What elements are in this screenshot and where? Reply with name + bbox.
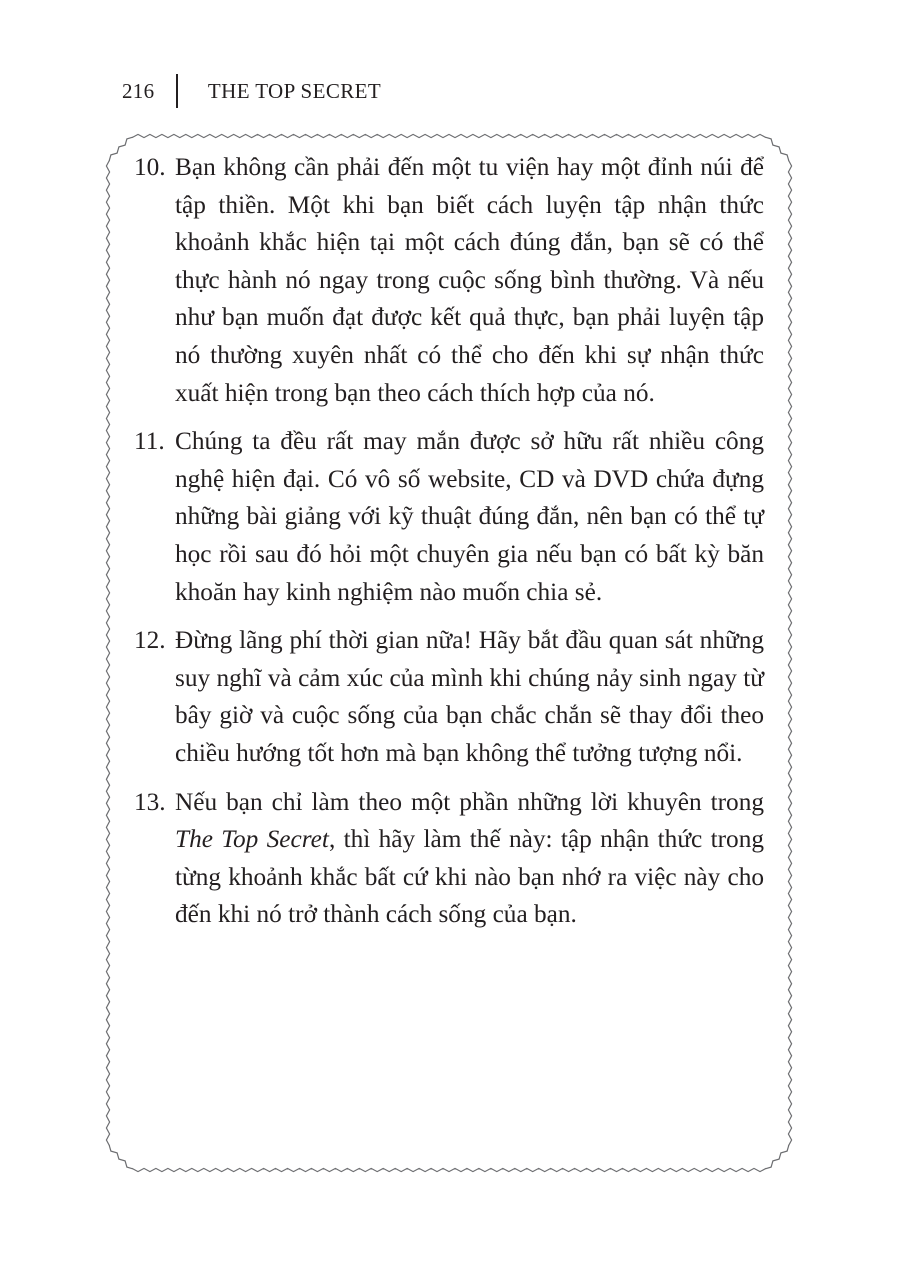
running-title: THE TOP SECRET [207,78,382,103]
item-number: 12. [134,626,166,655]
list-item [134,149,764,412]
item-number: 13. [134,787,166,816]
book-title: The Top Secret [175,825,329,854]
numbered-list [134,149,764,945]
item-text-after: , thì hãy làm thế này: tập nhận thức trong từng khoảnh khắc bất cứ khi nào bạn nhớ ra việc này cho đến khi nó trở thành cách sống của bạn. [175,825,764,929]
list-item [134,622,764,772]
item-text: Đừng lãng phí thời gian nữa! Hãy bắt đầu quan sát những suy nghĩ và cảm xúc của mình khi chúng nảy sinh ngay từ bây giờ và cuộc sống của bạn chắc chắn sẽ thay đổi theo chiều hướng tốt hơn mà bạn không thể tưởng tượng nổi. [175,626,764,767]
list-item [134,784,764,934]
item-text-before: Nếu bạn chỉ làm theo một phần những lời khuyên trong [175,787,764,816]
item-text: Chúng ta đều rất may mắn được sở hữu rất nhiều công nghệ hiện đại. Có vô số website, CD và DVD chứa đựng những bài giảng với kỹ thuật đúng đắn, nên bạn có thể tự học rồi sau đó hỏi một chuyên gia nếu bạn có bất kỳ băn khoăn hay kinh nghiệm nào muốn chia sẻ. [175,427,764,606]
list-item [134,423,764,611]
page-number: 216 [122,78,155,103]
item-number: 11. [134,427,165,456]
item-text [175,784,764,934]
item-text: Bạn không cần phải đến một tu viện hay một đỉnh núi để tập thiền. Một khi bạn biết cách luyện tập nhận thức khoảnh khắc hiện tại một cách đúng đắn, bạn sẽ có thể thực hành nó ngay trong cuộc sống bình thường. Và nếu như bạn muốn đạt được kết quả thực, bạn phải luyện tập nó thường xuyên nhất có thể cho đến khi sự nhận thức xuất hiện trong bạn theo cách thích hợp của nó. [175,153,764,407]
item-number: 10. [134,153,166,181]
